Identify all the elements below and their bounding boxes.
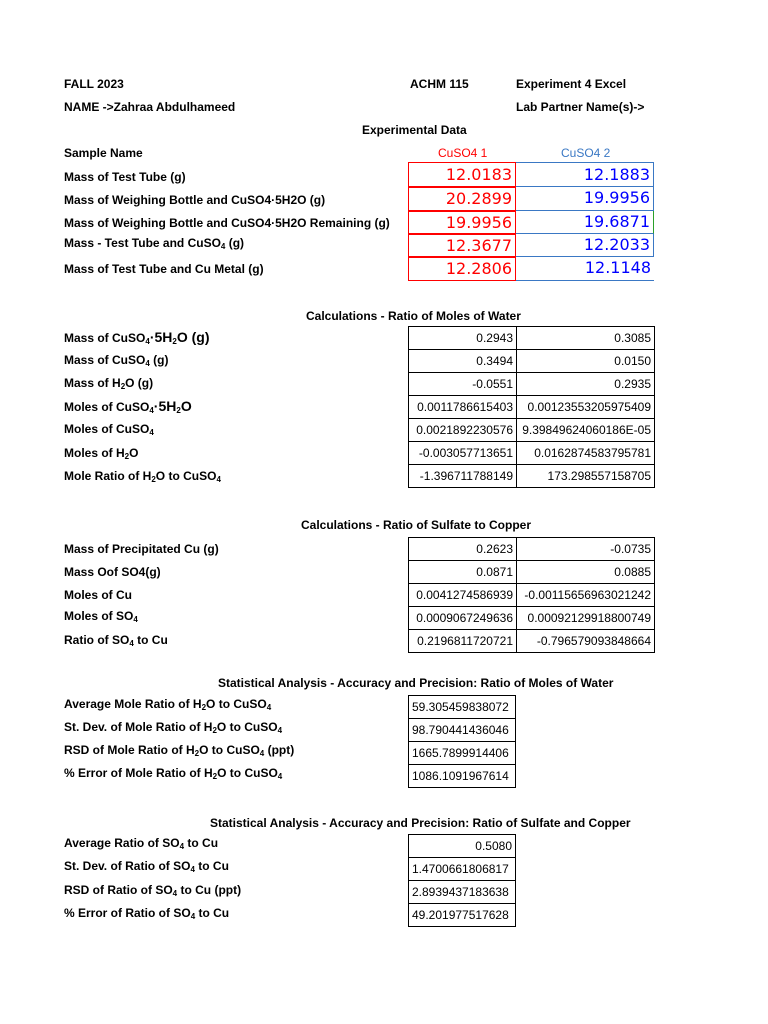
stats-sulfate-label: RSD of Ratio of $SO_4$ to Cu (ppt) <box>64 883 242 898</box>
exp-row-label: Mass of Test Tube (g) <box>64 170 186 184</box>
water-row-label: Moles of $H_2O$ <box>64 446 139 461</box>
stats-sulfate-cell[interactable]: 49.201977517628 <box>408 903 516 927</box>
exp-cell[interactable]: 12.2806 <box>408 257 516 281</box>
water-cell[interactable]: 0.2943 <box>408 326 517 350</box>
sulfate-calc-title: Calculations - Ratio of Sulfate to Copper <box>301 518 532 532</box>
water-cell[interactable]: 0.3085 <box>516 326 655 350</box>
sulfate-cell[interactable]: 0.2623 <box>408 537 517 561</box>
exp-cell[interactable]: 19.9956 <box>516 187 654 211</box>
sulfate-cell[interactable]: -0.796579093848664 <box>516 629 655 653</box>
exp-row-label: Mass of Test Tube and Cu Metal (g) <box>64 262 264 276</box>
exp-cell[interactable]: 12.0183 <box>408 162 516 187</box>
water-row-label: Mole Ratio of $H_2O$ to CuSO$_4$ <box>64 469 221 484</box>
sample-col2-header: CuSO4 2 <box>561 146 611 160</box>
experiment-title: Experiment 4 Excel <box>516 77 627 91</box>
water-row-label: Mass of $CuSO_4\cdot 5H_2O$ (g) <box>64 329 210 346</box>
sulfate-row-label: Mass of Precipitated Cu (g) <box>64 542 219 556</box>
sulfate-cell[interactable]: 0.0885 <box>516 560 655 584</box>
exp-cell[interactable]: 19.6871 <box>516 211 654 234</box>
water-row-label: Moles of $CuSO_4\cdot 5H_2O$ <box>64 398 192 415</box>
water-cell[interactable]: -0.003057713651 <box>408 441 517 465</box>
sulfate-cell[interactable]: 0.0009067249636 <box>408 606 517 630</box>
stats-sulfate-cell[interactable]: 2.8939437183638 <box>408 880 516 904</box>
exp-row-label: Mass of Weighing Bottle and CuSO4·5H2O Remaining (g) <box>64 216 390 230</box>
stats-water-label: Average Mole Ratio of $H_2O$ to CuSO$_4$ <box>64 697 272 712</box>
exp-cell[interactable]: 12.3677 <box>408 234 516 257</box>
exp-cell[interactable]: 20.2899 <box>408 187 516 211</box>
sulfate-cell[interactable]: 0.0871 <box>408 560 517 584</box>
stats-water-cell[interactable]: 98.790441436046 <box>408 718 516 742</box>
water-row-label: Mass of $H_2O$ (g) <box>64 376 154 391</box>
course: ACHM 115 <box>410 77 469 91</box>
term: FALL 2023 <box>64 77 124 91</box>
stats-water-cell[interactable]: 1665.7899914406 <box>408 741 516 765</box>
stats-water-label: St. Dev. of Mole Ratio of $H_2O$ to CuSO$_4$ <box>64 720 283 735</box>
sulfate-cell[interactable]: -0.00115656963021242 <box>516 583 655 607</box>
stats-water-title: Statistical Analysis - Accuracy and Precision: Ratio of Moles of Water <box>218 676 614 690</box>
sulfate-cell[interactable]: -0.0735 <box>516 537 655 561</box>
exp-cell[interactable]: 12.1883 <box>516 162 654 187</box>
water-cell[interactable]: 0.0162874583795781 <box>516 441 655 465</box>
exp-row-label: Mass - Test Tube and CuSO$_4$ (g) <box>64 236 245 251</box>
water-cell[interactable]: 0.2935 <box>516 372 655 396</box>
stats-sulfate-cell[interactable]: 1.4700661806817 <box>408 857 516 881</box>
stats-sulfate-label: Average Ratio of $SO_4$ to Cu <box>64 836 219 851</box>
sulfate-row-label: Moles of $SO_4$ <box>64 609 138 624</box>
experimental-data-title: Experimental Data <box>362 123 467 137</box>
lab-partner-label: Lab Partner Name(s)-> <box>516 100 645 114</box>
sulfate-cell[interactable]: 0.2196811720721 <box>408 629 517 653</box>
water-cell[interactable]: 0.0011786615403 <box>408 395 517 419</box>
stats-sulfate-cell[interactable]: 0.5080 <box>408 834 516 858</box>
water-cell[interactable]: 0.0150 <box>516 349 655 373</box>
water-cell[interactable]: -1.396711788149 <box>408 464 517 488</box>
water-cell[interactable]: 173.298557158705 <box>516 464 655 488</box>
sample-col1-header: CuSO4 1 <box>438 146 488 160</box>
stats-water-cell[interactable]: 1086.1091967614 <box>408 764 516 788</box>
stats-sulfate-label: St. Dev. of Ratio of $SO_4$ to Cu <box>64 859 229 874</box>
exp-row-label: Mass of Weighing Bottle and CuSO4·5H2O (g) <box>64 193 326 207</box>
stats-sulfate-title: Statistical Analysis - Accuracy and Precision: Ratio of Sulfate and Copper <box>210 816 631 830</box>
sulfate-row-label: Moles of Cu <box>64 588 132 602</box>
sulfate-cell[interactable]: 0.0041274586939 <box>408 583 517 607</box>
exp-cell[interactable]: 12.2033 <box>516 234 654 257</box>
student-name: NAME ->Zahraa Abdulhameed <box>64 100 236 114</box>
water-calc-title: Calculations - Ratio of Moles of Water <box>306 309 521 323</box>
sample-name-label: Sample Name <box>64 146 143 160</box>
water-cell[interactable]: 9.39849624060186E-05 <box>516 418 655 442</box>
water-cell[interactable]: 0.00123553205975409 <box>516 395 655 419</box>
exp-cell[interactable]: 19.9956 <box>408 211 516 234</box>
stats-water-label: RSD of Mole Ratio of $H_2O$ to CuSO$_4$ (ppt) <box>64 743 295 758</box>
sulfate-row-label: Mass Oof SO4(g) <box>64 565 161 579</box>
stats-sulfate-label: % Error of Ratio of $SO_4$ to Cu <box>64 906 230 921</box>
water-cell[interactable]: -0.0551 <box>408 372 517 396</box>
sulfate-row-label: Ratio of $SO_4$ to Cu <box>64 633 168 648</box>
sulfate-cell[interactable]: 0.00092129918800749 <box>516 606 655 630</box>
stats-water-label: % Error of Mole Ratio of $H_2O$ to CuSO$_4$ <box>64 766 283 781</box>
water-row-label: Mass of CuSO$_4$ (g) <box>64 353 169 368</box>
water-row-label: Moles of CuSO$_4$ <box>64 422 154 437</box>
water-cell[interactable]: 0.0021892230576 <box>408 418 517 442</box>
water-cell[interactable]: 0.3494 <box>408 349 517 373</box>
stats-water-cell[interactable]: 59.305459838072 <box>408 695 516 719</box>
exp-cell[interactable]: 12.1148 <box>516 257 654 281</box>
